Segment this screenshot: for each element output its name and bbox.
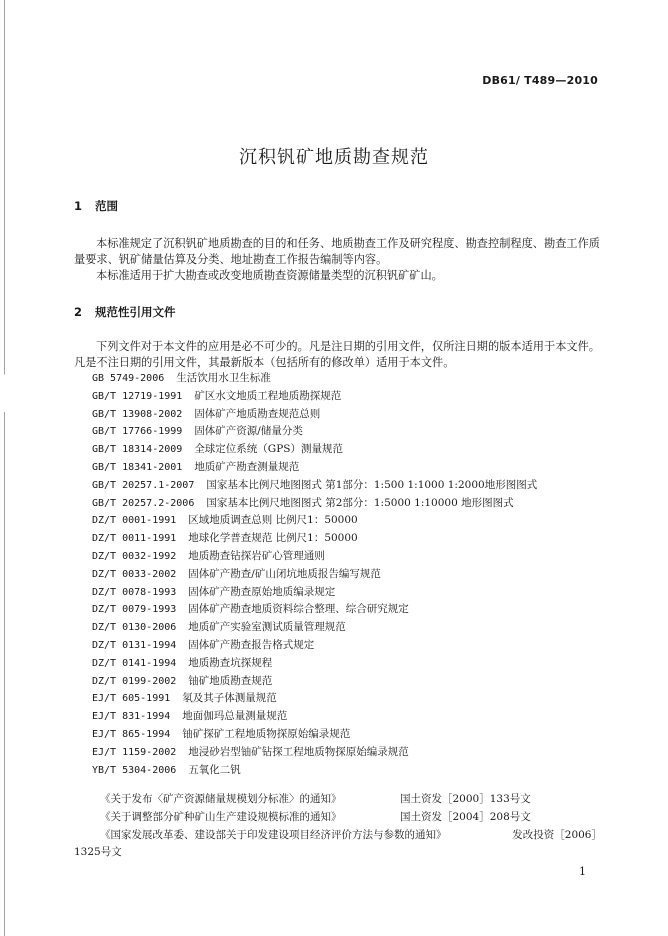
reference-item [92,708,602,726]
policy-document-item [74,791,602,809]
reference-title: 区域地质调查总则 比例尺1：50000 [188,514,358,527]
policy-document-name: 《国家发展改革委、建设部关于印发建设项目经济评价方法与参数的通知》 [100,828,447,841]
policy-document-name: 《关于发布〈矿产资源储量规模划分标准〉的通知》 [100,793,342,805]
reference-item [92,566,602,584]
policy-document-ref: 国土资发［2000］133号文 [400,793,531,805]
reference-code: YB/T 5304-2006 [92,764,177,776]
section-1-number: 1 [74,199,83,213]
reference-code: EJ/T 831-1994 [92,711,171,723]
reference-code: GB/T 20257.1-2007 [92,479,195,491]
policy-document-continuation: 1325号文 [74,846,122,859]
reference-item [92,655,602,673]
section-1-heading [74,198,118,214]
reference-item [92,459,602,477]
section-2-title: 规范性引用文件 [95,305,176,319]
reference-item [92,744,602,762]
reference-code: DZ/T 0033-2002 [92,568,177,580]
reference-item [92,601,602,619]
reference-item [92,619,602,637]
reference-title: 固体矿产地质勘查规范总则 [194,407,321,420]
reference-code: EJ/T 1159-2002 [92,746,177,758]
reference-item [92,690,602,708]
section-1-paragraph-2: 本标准适用于扩大勘查或改变地质勘查资源储量类型的沉积钒矿矿山。 [96,269,443,282]
reference-title: 国家基本比例尺地图图式 第1部分：1:500 1:1000 1:2000地形图图式 [206,478,538,491]
reference-title: 铀矿地质勘查规范 [188,674,273,687]
section-2-intro: 下列文件对于本文件的应用是必不可少的。凡是注日期的引用文件，仅所注日期的版本适用于本文件。凡是不注日期的引用文件，其最新版本（包括所有的修改单）适用于本文件。 [74,340,600,369]
reference-item [92,548,602,566]
policy-document-name: 《关于调整部分矿种矿山生产建设规模标准的通知》 [100,810,342,823]
reference-title: 地质矿产实验室测试质量管理规范 [188,621,346,634]
policy-document-ref: 发改投资［2006］ [512,828,602,841]
document-code: DB61/ T489—2010 [482,74,598,87]
page-title: 沉积钒矿地质勘查规范 [239,147,429,168]
reference-title: 固体矿产资源/储量分类 [194,425,303,438]
reference-code: DZ/T 0199-2002 [92,675,177,687]
reference-code: DZ/T 0011-1991 [92,533,177,545]
reference-item [92,441,602,459]
reference-title: 地球化学普查规范 比例尺1：50000 [188,532,358,545]
reference-code: DZ/T 0032-1992 [92,550,177,562]
section-1-paragraph-1: 本标准规定了沉积钒矿地质勘查的目的和任务、地质勘查工作及研究程度、勘查控制程度、勘查工作质量要求、钒矿储量估算及分类、地址勘查工作报告编制等内容。 [74,237,600,266]
reference-title: 固体矿产勘查/矿山闭坑地质报告编写规范 [188,567,381,580]
reference-title: 地浸砂岩型铀矿钻探工程地质物探原始编录规范 [188,745,409,758]
reference-code: GB 5749-2006 [92,373,165,384]
reference-title: 固体矿产勘查原始地质编录规定 [188,585,336,598]
reference-title: 地质勘查钻探岩矿心管理通则 [188,549,325,562]
reference-code: DZ/T 0001-1991 [92,515,177,527]
reference-item [92,388,602,406]
reference-item [92,370,602,388]
reference-item [92,584,602,602]
policy-document-item [74,827,602,845]
reference-code: DZ/T 0079-1993 [92,604,177,616]
reference-item [92,673,602,691]
reference-code: GB/T 18314-2009 [92,444,183,456]
reference-item [92,726,602,744]
reference-code: GB/T 20257.2-2006 [92,497,195,509]
reference-item [92,477,602,495]
reference-code: GB/T 12719-1991 [92,390,183,402]
reference-item [92,495,602,513]
reference-item [92,512,602,530]
reference-item [92,762,602,780]
reference-title: 矿区水文地质工程地质勘探规范 [194,389,342,402]
section-1-title: 范围 [95,199,119,213]
scan-margin-line [4,0,5,936]
section-2-number: 2 [74,305,83,319]
reference-title: 固体矿产勘查报告格式规定 [188,638,315,651]
reference-item [92,637,602,655]
reference-title: 国家基本比例尺地图图式 第2部分：1:5000 1:10000 地形图图式 [206,496,514,509]
reference-title: 氡及其子体测量规范 [182,692,277,705]
reference-code: DZ/T 0141-1994 [92,657,177,669]
reference-code: GB/T 18341-2001 [92,461,183,473]
reference-title: 铀矿探矿工程地质物探原始编录规范 [182,727,351,740]
reference-code: DZ/T 0078-1993 [92,586,177,598]
reference-code: GB/T 13908-2002 [92,408,183,420]
reference-code: EJ/T 865-1994 [92,728,171,740]
reference-title: 五氧化二钒 [188,763,241,776]
policy-document-item [74,809,602,827]
reference-code: DZ/T 0131-1994 [92,639,177,651]
page-number: 1 [579,865,586,878]
reference-title: 地质矿产勘查测量规范 [194,460,300,473]
reference-list [92,370,602,779]
reference-item [92,423,602,441]
reference-title: 全球定位系统（GPS）测量规范 [194,443,343,456]
section-2-heading [74,304,176,320]
reference-code: GB/T 17766-1999 [92,426,183,438]
reference-title: 地质勘查坑探规程 [188,656,273,669]
reference-code: EJ/T 605-1991 [92,693,171,705]
policy-document-ref: 国土资发［2004］208号文 [400,810,531,823]
reference-code: DZ/T 0130-2006 [92,622,177,634]
reference-item [92,530,602,548]
policy-document-list [74,791,602,862]
reference-title: 固体矿产勘查地质资料综合整理、综合研究规定 [188,603,409,616]
reference-title: 地面伽玛总量测量规范 [182,710,288,723]
reference-item [92,406,602,424]
reference-title: 生活饮用水卫生标准 [176,372,271,384]
